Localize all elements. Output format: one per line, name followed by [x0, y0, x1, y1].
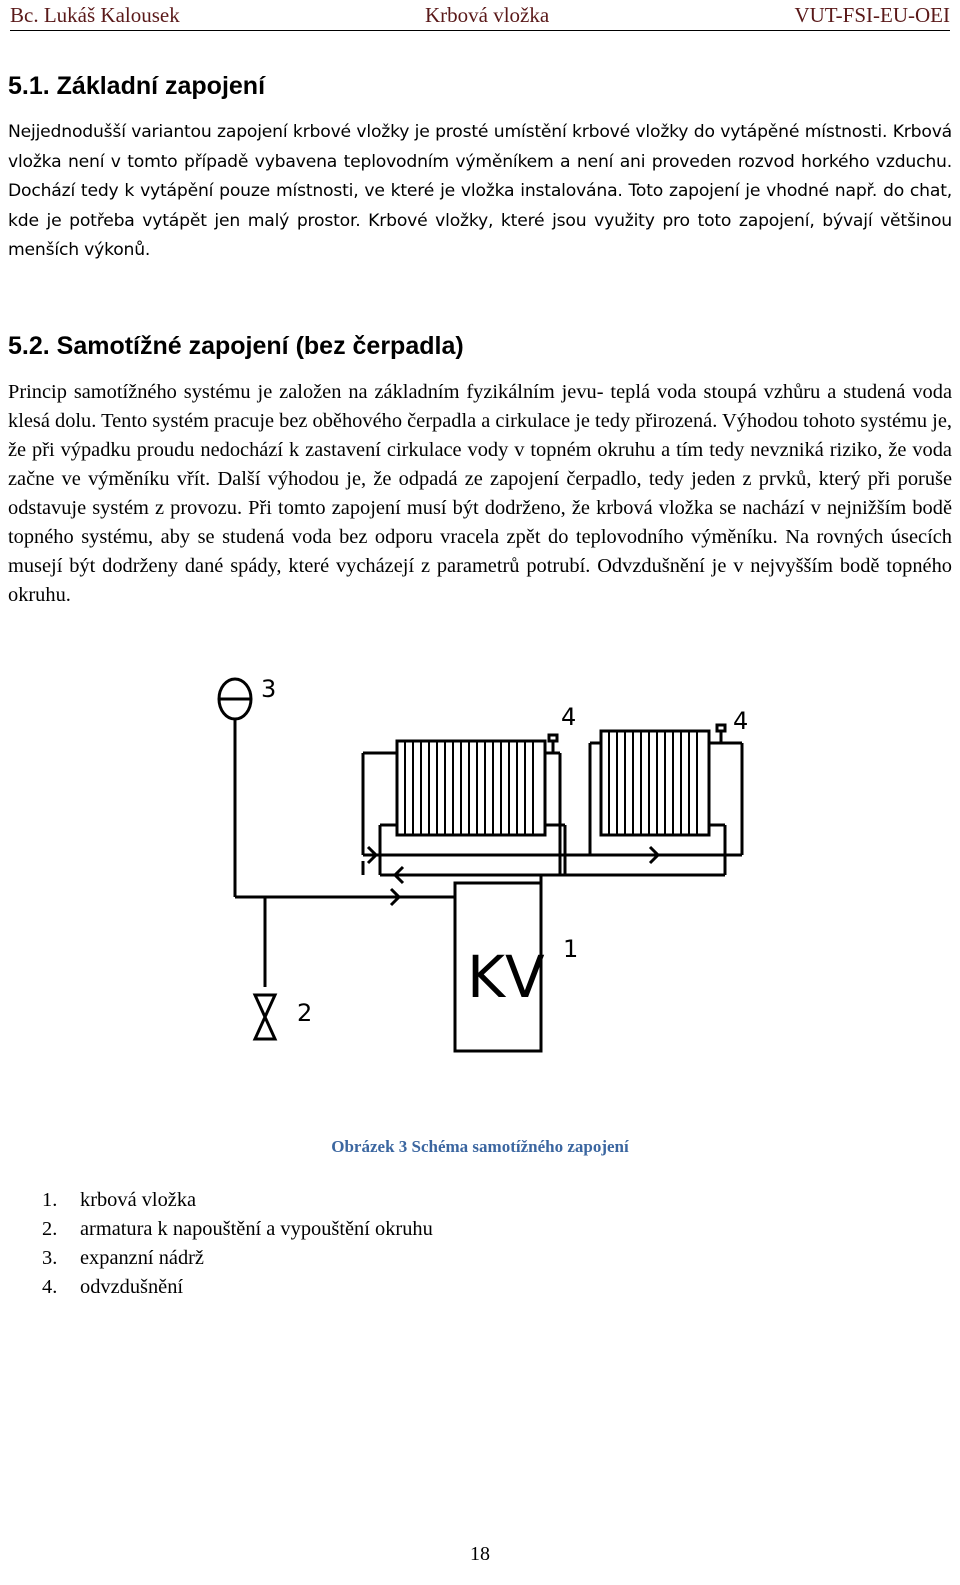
label-expansion: 3	[261, 675, 277, 703]
legend-text: krbová vložka	[80, 1189, 197, 1211]
legend-text: armatura k napouštění a vypouštění okruhu	[80, 1218, 433, 1240]
section-paragraph-5-1: Nejjednodušší variantou zapojení krbové vložky je prosté umístění krbové vložky do vytápěné místnosti. Krbová vložka není v tomto případě vybavena teplovodním výměníkem a není ani proveden rozvod horkého vzduchu. Dochází tedy k vytápění pouze místnosti, ve které je vložka instalována. Toto zapojení je vhodné např. do chat, kde je potřeba vytápět jen malý prostor. Krbové vložky, které jsou využity pro toto zapojení, bývají většinou menších výkonů.	[8, 122, 952, 260]
section-paragraph-5-2: Princip samotížného systému je založen na základním fyzikálním jevu- teplá voda stoupá vzhůru a studená voda klesá dolu. Tento systém pracuje bez oběhového čerpadla a cirkulace je tedy přirozená. Výhodou tohoto systému je, že při výpadku proudu nedochází k zastavení cirkulace vody v topném okruhu a tím tedy nevzniká riziko, že voda začne ve výměníku vřít. Další výhodou je, že odpadá ze zapojení čerpadlo, tedy jeden z prvků, který při poruše odstavuje systém z provozu. Při tomto zapojení musí být dodrženo, že krbová vložka se nachází v nejnižším bodě topného systému, aby se studená voda bez odporu vracela zpět do teplovodního výměníku. Na rovných úsecích musejí být dodrženy dané spády, které vycházejí z parametrů potrubí. Odvzdušnění je v nejvyšším bodě topného okruhu.	[8, 381, 952, 606]
legend-item	[42, 1215, 433, 1244]
section-heading-5-1: 5.1. Základní zapojení	[8, 72, 266, 100]
legend-number: 3.	[42, 1247, 58, 1269]
page-number: 18	[470, 1543, 490, 1565]
gravity-heating-schematic	[185, 665, 785, 1125]
header-institution: VUT-FSI-EU-OEI	[794, 3, 950, 27]
label-valve: 2	[297, 999, 313, 1027]
legend-item	[42, 1273, 433, 1302]
label-vent-2: 4	[733, 707, 749, 735]
legend-text: odvzdušnění	[80, 1276, 184, 1298]
radiator-1	[397, 741, 545, 835]
legend-list	[42, 1186, 433, 1302]
legend-item	[42, 1244, 433, 1273]
header-author: Bc. Lukáš Kalousek	[10, 3, 180, 27]
label-stove: 1	[563, 935, 579, 963]
legend-number: 2.	[42, 1218, 58, 1240]
legend-number: 1.	[42, 1189, 58, 1211]
section-heading-5-2: 5.2. Samotížné zapojení (bez čerpadla)	[8, 332, 464, 360]
legend-number: 4.	[42, 1276, 58, 1298]
legend-item	[42, 1186, 433, 1215]
stove-text: KV	[467, 943, 545, 1011]
header-title: Krbová vložka	[424, 3, 550, 27]
page-header	[10, 0, 950, 31]
label-vent-1: 4	[561, 703, 577, 731]
fill-drain-valve	[255, 995, 275, 1039]
figure-caption: Obrázek 3 Schéma samotížného zapojení	[331, 1137, 629, 1156]
legend-text: expanzní nádrž	[80, 1247, 204, 1269]
